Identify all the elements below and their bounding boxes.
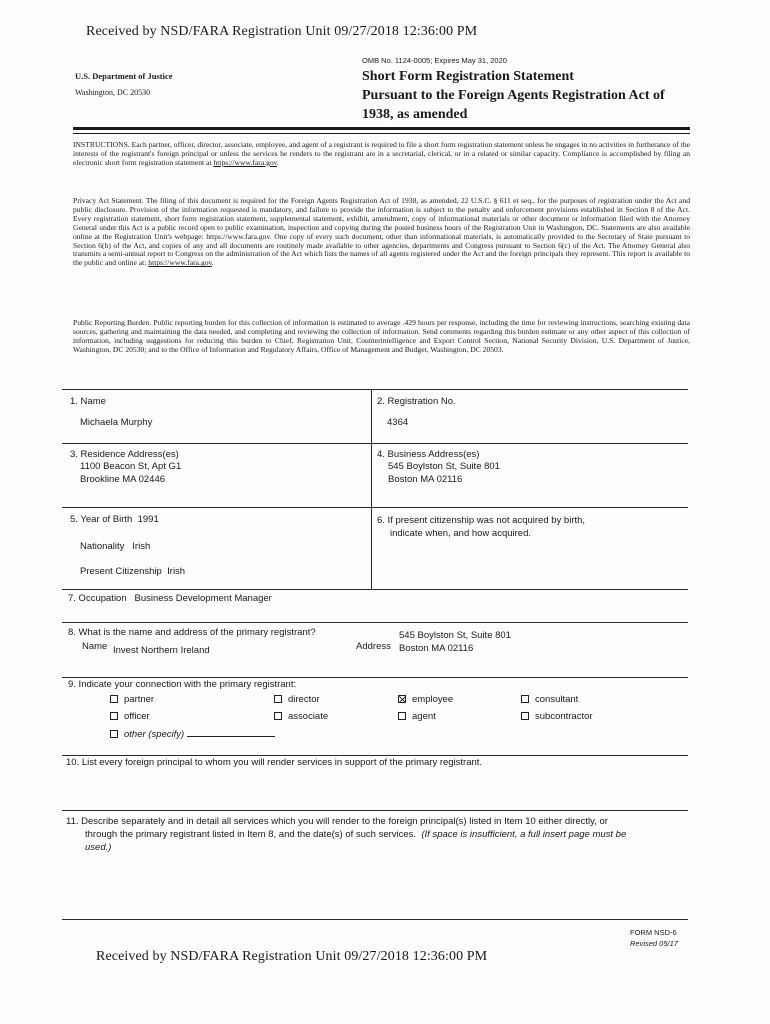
partner-option[interactable]: partner bbox=[110, 694, 154, 705]
associate-checkbox[interactable] bbox=[274, 712, 282, 720]
form-divider-vertical bbox=[371, 389, 372, 589]
foreign-principal-label: 10. List every foreign principal to whom you will render services in support of the primary registrant. bbox=[66, 757, 483, 768]
director-option[interactable]: director bbox=[274, 694, 320, 705]
form-revision: Revised 05/17 bbox=[630, 939, 678, 948]
associate-option[interactable]: associate bbox=[274, 711, 328, 722]
primary-registrant-address-label: Address bbox=[356, 641, 391, 652]
consultant-checkbox[interactable] bbox=[521, 695, 529, 703]
other-option[interactable]: other (specify) bbox=[110, 728, 275, 740]
form-line-row3 bbox=[62, 589, 688, 590]
business-address-value[interactable]: 545 Boylston St, Suite 801 Boston MA 02116 bbox=[388, 461, 500, 485]
primary-registrant-label: 8. What is the name and address of the primary registrant? bbox=[68, 627, 316, 638]
form-line-row2 bbox=[62, 507, 688, 508]
other-specify-line[interactable] bbox=[187, 728, 275, 737]
form-line-row4 bbox=[62, 622, 688, 623]
residence-address-label: 3. Residence Address(es) bbox=[70, 449, 179, 460]
registration-number-value[interactable]: 4364 bbox=[387, 417, 409, 428]
citizenship-acquired-label: 6. If present citizenship was not acquired by birth, indicate when, and how acquired. bbox=[377, 515, 586, 539]
employee-option[interactable]: employee bbox=[398, 694, 453, 705]
name-value[interactable]: Michaela Murphy bbox=[80, 417, 153, 428]
nationality-value[interactable]: Irish bbox=[132, 541, 151, 552]
header-rule-thin bbox=[73, 133, 690, 134]
received-stamp-bottom: Received by NSD/FARA Registration Unit 09/27/2018 12:36:00 PM bbox=[96, 949, 488, 964]
omb-number: OMB No. 1124-0005; Expires May 31, 2020 bbox=[362, 56, 507, 65]
subcontractor-checkbox[interactable] bbox=[521, 712, 529, 720]
primary-registrant-address-value[interactable]: 545 Boylston St, Suite 801 Boston MA 02116 bbox=[399, 630, 511, 654]
registration-number-label: 2. Registration No. bbox=[377, 396, 456, 407]
director-checkbox[interactable] bbox=[274, 695, 282, 703]
citizenship-value[interactable]: Irish bbox=[167, 566, 186, 577]
primary-registrant-name-label: Name bbox=[82, 641, 108, 652]
agent-option[interactable]: agent bbox=[398, 711, 436, 722]
occupation-value[interactable]: Business Development Manager bbox=[134, 593, 272, 604]
department-city: Washington, DC 20530 bbox=[75, 88, 151, 97]
form-title: Short Form Registration Statement Pursuant to the Foreign Agents Registration Act of 1938, as amended bbox=[362, 69, 665, 122]
services-description-label: 11. Describe separately and in detail all services which you will render to the foreign principal(s) listed in Item 10 either directly, or through the primary registrant listed in Item 8, and the date(s) of such services. (If space is insufficient, a full insert page must be used.) bbox=[66, 816, 627, 853]
employee-checkbox-checked[interactable] bbox=[398, 695, 406, 703]
residence-address-value[interactable]: 1100 Beacon St, Apt G1 Brookline MA 02446 bbox=[80, 461, 182, 485]
connection-label: 9. Indicate your connection with the primary registrant: bbox=[68, 679, 297, 690]
primary-registrant-name-value[interactable]: Invest Northern Ireland bbox=[113, 645, 210, 656]
received-stamp-top: Received by NSD/FARA Registration Unit 09/27/2018 12:36:00 PM bbox=[86, 24, 478, 39]
form-line-row1 bbox=[62, 443, 688, 444]
officer-checkbox[interactable] bbox=[110, 712, 118, 720]
nationality-label: Nationality Irish bbox=[80, 541, 151, 552]
business-address-label: 4. Business Address(es) bbox=[377, 449, 480, 460]
form-line-top bbox=[62, 389, 688, 390]
name-label: 1. Name bbox=[70, 396, 106, 407]
year-of-birth-label: 5. Year of Birth 1991 bbox=[70, 514, 159, 525]
privacy-act-paragraph: Privacy Act Statement. The filing of this document is required for the Foreign Agents Registration Act of 1938, as amended, 22 U.S.C. § 611 et seq., for the purposes of registration under the Act and public disclosure. Provision of the information requested is mandatory, and failure to provide the information is subject to the penalty and enforcement provisions established in Section 8 of the Act. Every registration statement, short form registration statement, supplemental statement, exhibit, amendment, copy of informational materials or other document or information filed with the Attorney General under this Act is a public record open to public examination, inspection and copying during the posted business hours of the Registration Unit in Washington, DC. Statements are also available online at the Registration Unit's webpage: https://www.fara.gov. One copy of every such document, other than informational materials, is automatically provided to the Secretary of State pursuant to Section 6(b) of the Act, and copies of any and all documents are routinely made available to other agencies, departments and Congress pursuant to Section 6(c) of the Act. The Attorney General also transmits a semi-annual report to Congress on the administration of the Act which lists the names of all agents registered under the Act and the foreign principals they represent. This report is available to the public and online at: https://www.fara.gov. bbox=[73, 196, 690, 268]
subcontractor-option[interactable]: subcontractor bbox=[521, 711, 593, 722]
agent-checkbox[interactable] bbox=[398, 712, 406, 720]
header-rule-thick bbox=[73, 127, 690, 130]
other-checkbox[interactable] bbox=[110, 730, 118, 738]
fara-link[interactable]: https://www.fara.gov bbox=[213, 157, 277, 167]
fara-link-2[interactable]: https://www.fara.gov bbox=[148, 258, 212, 268]
form-line-row5 bbox=[62, 677, 688, 678]
reporting-burden-paragraph: Public Reporting Burden. Public reporting burden for this collection of information is estimated to average .429 hours per response, including the time for reviewing instructions, searching existing data sources, gathering and maintaining the data needed, and completing and reviewing the collection of information. Send comments regarding this burden estimate or any other aspect of this collection of information, including suggestions for reducing this burden to Chief, Registration Unit, Counterintelligence and Export Control Section, National Security Division, U.S. Department of Justice, Washington, DC 20530; and to the Office of Information and Regulatory Affairs, Office of Management and Budget, Washington, DC 20503. bbox=[73, 318, 690, 354]
instructions-paragraph: INSTRUCTIONS. Each partner, officer, director, associate, employee, and agent of a registrant is required to file a short form registration statement unless he engages in no activities in furtherance of the interests of the registrant's foreign principal or unless the services he renders to the registrant are in a secretarial, clerical, or in a related or similar capacity. Compliance is accomplished by filing an electronic short form registration statement at https://www.fara.gov. bbox=[73, 140, 690, 167]
form-line-row6 bbox=[62, 755, 688, 756]
consultant-option[interactable]: consultant bbox=[521, 694, 578, 705]
form-line-row7 bbox=[62, 810, 688, 811]
citizenship-label: Present Citizenship Irish bbox=[80, 566, 186, 577]
form-line-bottom bbox=[62, 919, 688, 920]
officer-option[interactable]: officer bbox=[110, 711, 150, 722]
partner-checkbox[interactable] bbox=[110, 695, 118, 703]
form-number: FORM NSD-6 bbox=[630, 928, 677, 937]
department-name: U.S. Department of Justice bbox=[75, 71, 173, 81]
year-of-birth-value[interactable]: 1991 bbox=[137, 514, 159, 525]
occupation-label: 7. Occupation Business Development Manager bbox=[68, 593, 272, 604]
